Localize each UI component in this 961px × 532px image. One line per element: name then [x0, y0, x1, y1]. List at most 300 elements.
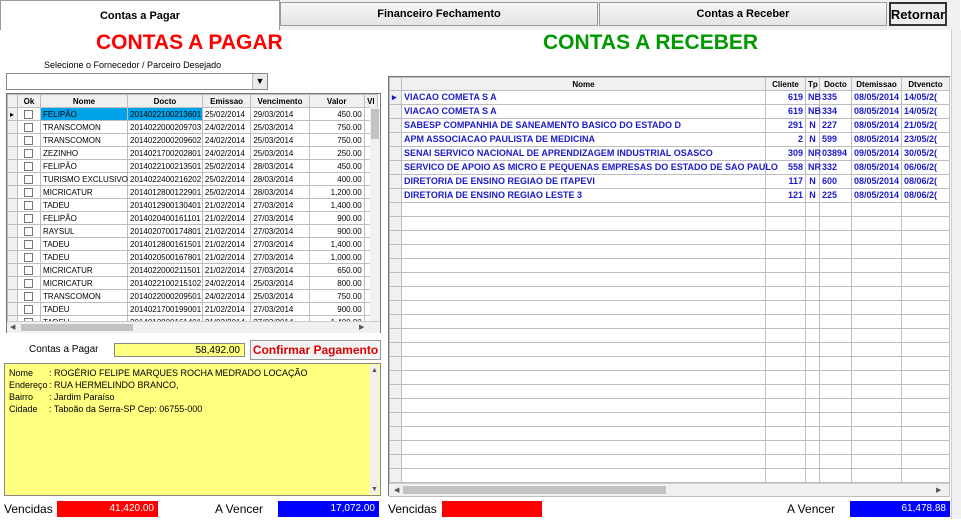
pagar-vencidas-label: Vencidas — [4, 502, 53, 516]
col-dtvencto[interactable]: Dtvencto — [902, 78, 950, 91]
col-docto[interactable]: Docto — [128, 95, 203, 108]
table-row[interactable] — [8, 160, 378, 173]
empty-cell — [390, 357, 402, 371]
empty-cell — [806, 357, 820, 371]
pagar-vscroll-thumb[interactable] — [371, 109, 379, 139]
nome-cell: TRANSCOMON — [41, 134, 128, 147]
table-row[interactable] — [8, 290, 378, 303]
col-cliente[interactable]: Cliente — [766, 78, 806, 91]
col-emissao[interactable]: Emissao — [202, 95, 250, 108]
empty-cell — [820, 399, 852, 413]
empty-cell — [766, 441, 806, 455]
docto-cell: 2014022000209501 — [128, 290, 203, 303]
scroll-down-icon[interactable]: ▼ — [371, 486, 378, 493]
nome-cell: TRANSCOMON — [41, 121, 128, 134]
vencimento-cell: 25/03/2014 — [251, 121, 309, 134]
table-row[interactable] — [390, 147, 950, 161]
vencimento-cell: 27/03/2014 — [251, 199, 309, 212]
docto-cell: 2014012900130401 — [128, 199, 203, 212]
docto-cell: 225 — [820, 189, 852, 203]
empty-cell — [402, 259, 766, 273]
empty-cell — [766, 469, 806, 483]
col-vl[interactable]: Vl — [364, 95, 377, 108]
empty-row — [390, 413, 950, 427]
ok-cell[interactable] — [17, 290, 40, 303]
empty-cell — [902, 259, 950, 273]
empty-cell — [806, 329, 820, 343]
ok-cell[interactable] — [17, 134, 40, 147]
row-indicator — [8, 160, 18, 173]
scroll-left-icon[interactable]: ◀ — [394, 487, 400, 494]
empty-cell — [766, 413, 806, 427]
cliente-cell: 117 — [766, 175, 806, 189]
ok-cell[interactable] — [17, 108, 40, 121]
ok-checkbox[interactable] — [24, 266, 33, 275]
empty-cell — [902, 273, 950, 287]
dtemissao-cell: 08/05/2014 — [852, 161, 902, 175]
table-row[interactable] — [8, 225, 378, 238]
empty-cell — [402, 343, 766, 357]
table-row[interactable] — [8, 186, 378, 199]
empty-cell — [902, 315, 950, 329]
tp-cell: NR — [806, 147, 820, 161]
vencimento-cell: 25/03/2014 — [251, 290, 309, 303]
table-row[interactable] — [8, 264, 378, 277]
tp-cell: N — [806, 189, 820, 203]
empty-cell — [390, 455, 402, 469]
endereco-key: Endereço — [9, 380, 48, 390]
vencimento-cell: 27/03/2014 — [251, 251, 309, 264]
empty-cell — [402, 371, 766, 385]
col-docto[interactable]: Docto — [820, 78, 852, 91]
ok-cell[interactable] — [17, 264, 40, 277]
empty-cell — [402, 357, 766, 371]
empty-cell — [902, 357, 950, 371]
emissao-cell: 21/02/2014 — [202, 303, 250, 316]
cliente-cell: 2 — [766, 133, 806, 147]
empty-cell — [806, 217, 820, 231]
ok-cell[interactable] — [17, 199, 40, 212]
tab-financeiro-fechamento[interactable]: Financeiro Fechamento — [280, 2, 598, 26]
docto-cell: 332 — [820, 161, 852, 175]
ok-checkbox[interactable] — [24, 214, 33, 223]
empty-cell — [806, 371, 820, 385]
emissao-cell: 25/02/2014 — [202, 160, 250, 173]
emissao-cell: 21/02/2014 — [202, 238, 250, 251]
valor-cell: 750.00 — [309, 290, 364, 303]
empty-cell — [806, 203, 820, 217]
ok-checkbox[interactable] — [24, 175, 33, 184]
vencimento-cell: 27/03/2014 — [251, 264, 309, 277]
empty-cell — [820, 301, 852, 315]
table-row[interactable] — [8, 277, 378, 290]
docto-cell: 2014022100213501 — [128, 160, 203, 173]
cliente-cell: 619 — [766, 105, 806, 119]
emissao-cell: 21/02/2014 — [202, 212, 250, 225]
empty-cell — [390, 259, 402, 273]
ok-checkbox[interactable] — [24, 227, 33, 236]
table-row[interactable] — [8, 212, 378, 225]
table-row[interactable] — [8, 147, 378, 160]
col-nome[interactable]: Nome — [41, 95, 128, 108]
table-row[interactable] — [8, 121, 378, 134]
pagar-vscroll[interactable] — [370, 107, 380, 321]
col-dtemissao[interactable]: Dtemissao — [852, 78, 902, 91]
empty-cell — [390, 413, 402, 427]
emissao-cell: 21/02/2014 — [202, 225, 250, 238]
row-indicator — [390, 189, 402, 203]
empty-cell — [820, 413, 852, 427]
pagar-avencer-label: A Vencer — [215, 502, 264, 516]
empty-row — [390, 357, 950, 371]
valor-cell: 750.00 — [309, 134, 364, 147]
vencimento-cell: 25/03/2014 — [251, 147, 309, 160]
nome-cell: TURISMO EXCLUSIVO — [41, 173, 128, 186]
valor-cell: 650.00 — [309, 264, 364, 277]
pagar-title: CONTAS A PAGAR — [96, 31, 283, 54]
empty-row — [390, 273, 950, 287]
empty-cell — [402, 469, 766, 483]
empty-cell — [852, 329, 902, 343]
empty-cell — [806, 301, 820, 315]
empty-cell — [766, 399, 806, 413]
tab-bar — [0, 0, 960, 30]
empty-cell — [852, 217, 902, 231]
tp-cell: N — [806, 133, 820, 147]
empty-cell — [852, 455, 902, 469]
ok-checkbox[interactable] — [24, 279, 33, 288]
valor-cell: 1,000.00 — [309, 251, 364, 264]
retornar-button[interactable]: Retornar — [889, 2, 947, 26]
ok-cell[interactable] — [17, 251, 40, 264]
row-indicator — [8, 277, 18, 290]
empty-cell — [820, 455, 852, 469]
empty-cell — [902, 455, 950, 469]
valor-cell: 900.00 — [309, 212, 364, 225]
empty-cell — [402, 287, 766, 301]
empty-cell — [852, 399, 902, 413]
empty-cell — [390, 343, 402, 357]
row-indicator — [390, 105, 402, 119]
empty-cell — [820, 427, 852, 441]
empty-cell — [852, 385, 902, 399]
table-row[interactable] — [8, 251, 378, 264]
nome-cell: FELIPÃO — [41, 212, 128, 225]
row-indicator — [8, 173, 18, 186]
empty-cell — [390, 315, 402, 329]
ok-cell[interactable] — [17, 160, 40, 173]
nome-cell: MICRICATUR — [41, 277, 128, 290]
dtvencto-cell: 08/06/2( — [902, 175, 950, 189]
tp-cell: N — [806, 119, 820, 133]
table-row[interactable] — [8, 199, 378, 212]
empty-cell — [806, 385, 820, 399]
empty-cell — [852, 413, 902, 427]
ok-cell[interactable] — [17, 147, 40, 160]
empty-cell — [806, 259, 820, 273]
dtemissao-cell: 09/05/2014 — [852, 147, 902, 161]
table-row[interactable] — [8, 173, 378, 186]
docto-cell: 227 — [820, 119, 852, 133]
empty-cell — [820, 343, 852, 357]
row-indicator — [390, 161, 402, 175]
pagar-table — [7, 94, 378, 329]
empty-cell — [852, 203, 902, 217]
ok-checkbox[interactable] — [24, 253, 33, 262]
empty-cell — [852, 259, 902, 273]
receber-title: CONTAS A RECEBER — [543, 31, 759, 54]
scroll-right-icon[interactable]: ▶ — [359, 324, 365, 331]
empty-cell — [390, 301, 402, 315]
row-indicator — [8, 251, 18, 264]
ok-checkbox[interactable] — [24, 136, 33, 145]
empty-cell — [852, 371, 902, 385]
empty-row — [390, 385, 950, 399]
empty-cell — [390, 287, 402, 301]
tab-contas-a-receber[interactable]: Contas a Receber — [599, 2, 887, 26]
vencimento-cell: 27/03/2014 — [251, 225, 309, 238]
nome-cell: ZEZINHO — [41, 147, 128, 160]
empty-cell — [766, 385, 806, 399]
empty-cell — [806, 343, 820, 357]
docto-cell: 2014022000209602 — [128, 134, 203, 147]
window-scrollbar[interactable] — [951, 30, 961, 519]
ok-checkbox[interactable] — [24, 305, 33, 314]
empty-row — [390, 455, 950, 469]
empty-cell — [902, 231, 950, 245]
nome-cell: VIACAO COMETA S A — [402, 91, 766, 105]
address-vscroll[interactable] — [370, 365, 379, 494]
docto-cell: 2014022400216202 — [128, 173, 203, 186]
emissao-cell: 25/02/2014 — [202, 186, 250, 199]
confirmar-pagamento-button[interactable]: Confirmar Pagamento — [250, 340, 381, 360]
empty-row — [390, 217, 950, 231]
empty-cell — [902, 441, 950, 455]
col-tp[interactable]: Tp — [806, 78, 820, 91]
ok-cell[interactable] — [17, 173, 40, 186]
empty-cell — [902, 245, 950, 259]
nome-cell: SABESP COMPANHIA DE SANEAMENTO BASICO DO ESTADO D — [402, 119, 766, 133]
row-indicator-header — [390, 78, 402, 91]
ok-checkbox[interactable] — [24, 201, 33, 210]
nome-cell: TADEU — [41, 199, 128, 212]
tp-cell: NB — [806, 105, 820, 119]
row-indicator — [8, 290, 18, 303]
chevron-down-icon[interactable]: ▼ — [252, 74, 267, 89]
scroll-left-icon[interactable]: ◀ — [10, 324, 16, 331]
empty-cell — [902, 469, 950, 483]
emissao-cell: 24/02/2014 — [202, 134, 250, 147]
row-indicator — [8, 147, 18, 160]
valor-cell: 1,400.00 — [309, 199, 364, 212]
col-valor[interactable]: Valor — [309, 95, 364, 108]
docto-cell: 2014022100213601 — [128, 108, 203, 121]
empty-row — [390, 315, 950, 329]
pagar-hscroll[interactable] — [7, 321, 380, 333]
emissao-cell: 25/02/2014 — [202, 108, 250, 121]
nome-cell: MICRICATUR — [41, 264, 128, 277]
ok-cell[interactable] — [17, 277, 40, 290]
cliente-cell: 291 — [766, 119, 806, 133]
dtvencto-cell: 30/05/2( — [902, 147, 950, 161]
valor-cell: 450.00 — [309, 108, 364, 121]
ok-checkbox[interactable] — [24, 292, 33, 301]
docto-cell: 2014020700174801 — [128, 225, 203, 238]
row-indicator — [8, 225, 18, 238]
empty-cell — [766, 273, 806, 287]
empty-cell — [820, 287, 852, 301]
ok-checkbox[interactable] — [24, 123, 33, 132]
docto-cell: 600 — [820, 175, 852, 189]
table-row[interactable] — [390, 161, 950, 175]
empty-cell — [402, 441, 766, 455]
table-row[interactable] — [390, 175, 950, 189]
dtemissao-cell: 08/05/2014 — [852, 91, 902, 105]
table-row[interactable] — [390, 133, 950, 147]
empty-cell — [390, 273, 402, 287]
empty-cell — [806, 231, 820, 245]
table-row[interactable] — [8, 108, 378, 121]
ok-checkbox[interactable] — [24, 240, 33, 249]
empty-cell — [852, 427, 902, 441]
empty-cell — [902, 385, 950, 399]
ok-checkbox[interactable] — [24, 110, 33, 119]
pagar-grid — [6, 93, 381, 333]
docto-cell: 2014020400161101 — [128, 212, 203, 225]
table-row[interactable] — [8, 238, 378, 251]
empty-cell — [402, 217, 766, 231]
dtvencto-cell: 21/05/2( — [902, 119, 950, 133]
empty-cell — [820, 231, 852, 245]
empty-cell — [402, 231, 766, 245]
receber-hscroll-thumb[interactable] — [403, 486, 666, 494]
empty-cell — [390, 385, 402, 399]
docto-cell: 2014022100215102 — [128, 277, 203, 290]
empty-cell — [402, 301, 766, 315]
tab-contas-a-pagar[interactable]: Contas a Pagar — [0, 0, 280, 30]
ok-checkbox[interactable] — [24, 162, 33, 171]
ok-cell[interactable] — [17, 303, 40, 316]
col-nome[interactable]: Nome — [402, 78, 766, 91]
empty-cell — [820, 357, 852, 371]
empty-cell — [766, 343, 806, 357]
dtvencto-cell: 23/05/2( — [902, 133, 950, 147]
window-bottom-edge — [0, 519, 960, 532]
empty-row — [390, 469, 950, 483]
empty-row — [390, 203, 950, 217]
ok-checkbox[interactable] — [24, 188, 33, 197]
valor-cell: 400.00 — [309, 173, 364, 186]
empty-cell — [806, 455, 820, 469]
empty-cell — [806, 469, 820, 483]
table-row[interactable] — [8, 303, 378, 316]
empty-row — [390, 427, 950, 441]
empty-cell — [402, 385, 766, 399]
empty-cell — [852, 469, 902, 483]
vencimento-cell: 27/03/2014 — [251, 238, 309, 251]
docto-cell: 599 — [820, 133, 852, 147]
empty-cell — [820, 371, 852, 385]
empty-row — [390, 245, 950, 259]
ok-cell[interactable] — [17, 121, 40, 134]
valor-cell: 450.00 — [309, 160, 364, 173]
empty-cell — [390, 245, 402, 259]
docto-cell: 2014021700199001 — [128, 303, 203, 316]
empty-cell — [390, 469, 402, 483]
ok-cell[interactable] — [17, 238, 40, 251]
ok-checkbox[interactable] — [24, 149, 33, 158]
emissao-cell: 21/02/2014 — [202, 264, 250, 277]
row-indicator — [390, 147, 402, 161]
table-row[interactable] — [390, 189, 950, 203]
empty-cell — [766, 217, 806, 231]
empty-row — [390, 343, 950, 357]
nome-cell: DIRETORIA DE ENSINO REGIAO LESTE 3 — [402, 189, 766, 203]
empty-cell — [852, 343, 902, 357]
ok-cell[interactable] — [17, 225, 40, 238]
empty-cell — [766, 315, 806, 329]
scroll-right-icon[interactable]: ▶ — [936, 487, 942, 494]
nome-cell: SERVICO DE APOIO AS MICRO E PEQUENAS EMPRESAS DO ESTADO DE SAO PAULO — [402, 161, 766, 175]
empty-row — [390, 301, 950, 315]
nome-value: : ROGÉRIO FELIPE MARQUES ROCHA MEDRADO LOCAÇÃO — [49, 368, 308, 378]
cliente-cell: 619 — [766, 91, 806, 105]
table-row[interactable] — [390, 105, 950, 119]
row-indicator — [8, 238, 18, 251]
emissao-cell: 21/02/2014 — [202, 251, 250, 264]
emissao-cell: 21/02/2014 — [202, 199, 250, 212]
current-row-indicator-icon: ▸ — [390, 91, 402, 105]
docto-cell: 2014022000211501 — [128, 264, 203, 277]
empty-cell — [806, 427, 820, 441]
table-row[interactable] — [390, 91, 950, 105]
table-row[interactable] — [390, 119, 950, 133]
empty-cell — [766, 301, 806, 315]
pagar-hscroll-thumb[interactable] — [21, 324, 133, 331]
empty-cell — [852, 301, 902, 315]
receber-hscroll[interactable] — [389, 483, 949, 496]
tp-cell: NR — [806, 161, 820, 175]
valor-cell: 750.00 — [309, 121, 364, 134]
empty-row — [390, 259, 950, 273]
empty-cell — [820, 245, 852, 259]
empty-cell — [390, 441, 402, 455]
ok-cell[interactable] — [17, 212, 40, 225]
bairro-value: : Jardim Paraíso — [49, 392, 115, 402]
empty-row — [390, 399, 950, 413]
empty-cell — [820, 259, 852, 273]
empty-cell — [402, 203, 766, 217]
row-indicator — [390, 119, 402, 133]
col-vencimento[interactable]: Vencimento — [251, 95, 309, 108]
empty-cell — [852, 357, 902, 371]
vencimento-cell: 28/03/2014 — [251, 173, 309, 186]
empty-cell — [820, 203, 852, 217]
scroll-up-icon[interactable]: ▲ — [371, 367, 378, 374]
fornecedor-select[interactable] — [6, 73, 268, 90]
empty-cell — [902, 203, 950, 217]
col-ok[interactable]: Ok — [17, 95, 40, 108]
empty-row — [390, 371, 950, 385]
dtemissao-cell: 08/05/2014 — [852, 189, 902, 203]
table-row[interactable] — [8, 134, 378, 147]
ok-cell[interactable] — [17, 186, 40, 199]
row-indicator — [390, 175, 402, 189]
receber-table — [389, 77, 950, 497]
tp-cell: NB — [806, 91, 820, 105]
empty-row — [390, 329, 950, 343]
valor-cell: 900.00 — [309, 225, 364, 238]
